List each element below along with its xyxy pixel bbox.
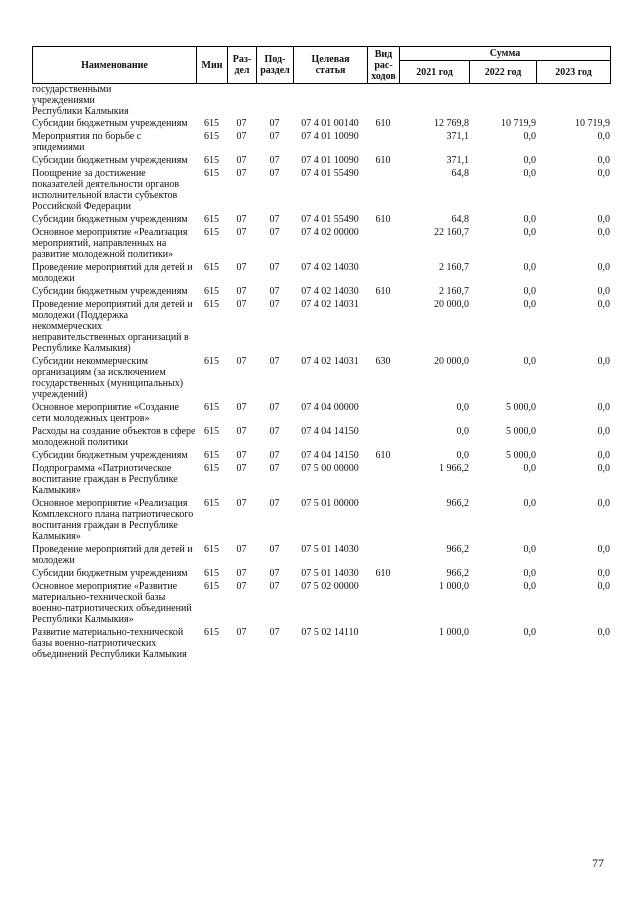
row-name: Основное мероприятие «Развитие материально-технической базы военно-патриотических объединений Республики Калмыкия» [32, 581, 192, 625]
row-tselevaya-statya: 07 4 02 14031 [301, 299, 359, 310]
row-tselevaya-statya: 07 5 02 14110 [301, 627, 359, 638]
row-razdel: 07 [236, 581, 247, 592]
row-sum-2022: 0,0 [523, 581, 536, 592]
row-tselevaya-statya: 07 4 02 14030 [301, 262, 359, 273]
row-vid-rashodov [367, 167, 399, 213]
row-min: 615 [204, 568, 219, 579]
row-razdel: 07 [236, 426, 247, 437]
row-tselevaya-statya: 07 4 02 14030 [301, 286, 359, 297]
row-tselevaya-statya: 07 4 04 14150 [301, 426, 359, 437]
row-sum-2023: 0,0 [597, 402, 610, 413]
row-sum-2022: 0,0 [523, 356, 536, 367]
row-sum-2022: 0,0 [523, 168, 536, 179]
row-sum-2022: 0,0 [523, 627, 536, 638]
row-tselevaya-statya: 07 5 01 14030 [301, 544, 359, 555]
row-sum-2023: 0,0 [597, 568, 610, 579]
row-razdel: 07 [236, 118, 247, 129]
header-razdel: Раз- дел [228, 47, 257, 84]
row-sum-2021: 0,0 [456, 426, 469, 437]
row-podrazdel: 07 [269, 498, 280, 509]
row-sum-2023: 0,0 [597, 544, 610, 555]
table-row [32, 226, 610, 261]
row-razdel: 07 [236, 463, 247, 474]
table-rows [32, 117, 610, 661]
row-sum-2021: 1 000,0 [439, 581, 469, 592]
row-name: Проведение мероприятий для детей и молодежи [32, 262, 193, 284]
row-vid-rashodov [367, 401, 399, 425]
row-sum-2022: 0,0 [523, 155, 536, 166]
row-sum-2022: 0,0 [523, 262, 536, 273]
table-body [32, 84, 610, 661]
header-year-2021: 2021 год [400, 61, 470, 84]
row-tselevaya-statya: 07 5 00 00000 [301, 463, 359, 474]
row-sum-2023: 0,0 [597, 426, 610, 437]
row-razdel: 07 [236, 168, 247, 179]
row-sum-2023: 0,0 [597, 356, 610, 367]
row-vid-rashodov: 610 [375, 118, 391, 129]
row-sum-2021: 22 160,7 [434, 227, 469, 238]
row-tselevaya-statya: 07 4 02 14031 [301, 356, 359, 367]
row-tselevaya-statya: 07 4 04 14150 [301, 450, 359, 461]
row-name: Субсидии бюджетным учреждениям [32, 286, 188, 297]
row-min: 615 [204, 131, 219, 142]
row-podrazdel: 07 [269, 544, 280, 555]
header-summa: Сумма [400, 47, 611, 61]
row-min: 615 [204, 155, 219, 166]
row-name: Основное мероприятие «Создание сети молодежных центров» [32, 402, 179, 424]
row-min: 615 [204, 118, 219, 129]
row-vid-rashodov [367, 261, 399, 285]
row-razdel: 07 [236, 214, 247, 225]
row-min: 615 [204, 627, 219, 638]
row-sum-2023: 0,0 [597, 286, 610, 297]
table-header [32, 46, 611, 84]
row-tselevaya-statya: 07 4 01 55490 [301, 214, 359, 225]
row-razdel: 07 [236, 627, 247, 638]
row-name: Субсидии бюджетным учреждениям [32, 568, 188, 579]
row-vid-rashodov [367, 425, 399, 449]
row-min: 615 [204, 450, 219, 461]
row-vid-rashodov: 610 [375, 568, 391, 579]
row-sum-2023: 0,0 [597, 214, 610, 225]
row-sum-2023: 0,0 [597, 450, 610, 461]
row-podrazdel: 07 [269, 450, 280, 461]
row-razdel: 07 [236, 568, 247, 579]
row-min: 615 [204, 581, 219, 592]
row-sum-2022: 10 719,9 [501, 118, 536, 129]
row-min: 615 [204, 168, 219, 179]
table-row [32, 497, 610, 543]
row-name: Мероприятия по борьбе с эпидемиями [32, 131, 142, 153]
row-name: Субсидии бюджетным учреждениям [32, 118, 188, 129]
row-sum-2022: 0,0 [523, 299, 536, 310]
row-podrazdel: 07 [269, 214, 280, 225]
row-sum-2023: 0,0 [597, 168, 610, 179]
row-min: 615 [204, 426, 219, 437]
row-razdel: 07 [236, 544, 247, 555]
row-vid-rashodov [367, 226, 399, 261]
row-podrazdel: 07 [269, 426, 280, 437]
row-tselevaya-statya: 07 4 01 55490 [301, 168, 359, 179]
row-sum-2021: 64,8 [451, 214, 469, 225]
row-sum-2023: 0,0 [597, 227, 610, 238]
row-min: 615 [204, 286, 219, 297]
row-sum-2021: 20 000,0 [434, 299, 469, 310]
row-tselevaya-statya: 07 4 02 00000 [301, 227, 359, 238]
row-vid-rashodov [367, 130, 399, 154]
row-min: 615 [204, 356, 219, 367]
page-number: 77 [592, 856, 604, 870]
row-min: 615 [204, 262, 219, 273]
row-name: Субсидии бюджетным учреждениям [32, 155, 188, 166]
table-row [32, 567, 610, 580]
header-name: Наименование [33, 47, 197, 84]
table-row [32, 213, 610, 226]
row-sum-2021: 0,0 [456, 450, 469, 461]
table-row [32, 261, 610, 285]
table-row [32, 580, 610, 626]
continuation-text: государственными учреждениями Республики Калмыкия [32, 84, 129, 117]
header-min: Мин [197, 47, 228, 84]
row-razdel: 07 [236, 356, 247, 367]
row-sum-2022: 5 000,0 [506, 402, 536, 413]
row-razdel: 07 [236, 498, 247, 509]
table-row [32, 117, 610, 130]
row-podrazdel: 07 [269, 118, 280, 129]
row-name: Основное мероприятие «Реализация Комплексного плана патриотического воспитания граждан в Республике Калмыкия» [32, 498, 194, 542]
row-razdel: 07 [236, 155, 247, 166]
row-vid-rashodov: 610 [375, 286, 391, 297]
header-tselevaya-statya: Целевая статья [294, 47, 368, 84]
row-sum-2023: 0,0 [597, 155, 610, 166]
row-vid-rashodov: 610 [375, 450, 391, 461]
table-row [32, 154, 610, 167]
row-vid-rashodov: 630 [375, 356, 391, 367]
header-vid-rashodov: Вид рас- ходов [368, 47, 400, 84]
row-podrazdel: 07 [269, 568, 280, 579]
row-tselevaya-statya: 07 5 01 14030 [301, 568, 359, 579]
row-podrazdel: 07 [269, 286, 280, 297]
row-tselevaya-statya: 07 4 01 00140 [301, 118, 359, 129]
row-sum-2021: 64,8 [451, 168, 469, 179]
row-name: Субсидии бюджетным учреждениям [32, 214, 188, 225]
row-vid-rashodov [367, 497, 399, 543]
row-sum-2023: 0,0 [597, 581, 610, 592]
budget-table-sheet [32, 46, 610, 661]
row-min: 615 [204, 544, 219, 555]
row-podrazdel: 07 [269, 155, 280, 166]
row-sum-2022: 0,0 [523, 286, 536, 297]
row-min: 615 [204, 299, 219, 310]
row-sum-2021: 1 000,0 [439, 627, 469, 638]
row-sum-2022: 0,0 [523, 214, 536, 225]
row-name: Проведение мероприятий для детей и молодежи [32, 544, 193, 566]
row-sum-2021: 12 769,8 [434, 118, 469, 129]
row-min: 615 [204, 214, 219, 225]
row-sum-2021: 966,2 [446, 568, 469, 579]
row-vid-rashodov: 610 [375, 214, 391, 225]
row-min: 615 [204, 498, 219, 509]
table-row [32, 543, 610, 567]
row-razdel: 07 [236, 131, 247, 142]
row-podrazdel: 07 [269, 227, 280, 238]
row-podrazdel: 07 [269, 627, 280, 638]
row-sum-2022: 0,0 [523, 463, 536, 474]
row-sum-2023: 0,0 [597, 131, 610, 142]
row-razdel: 07 [236, 299, 247, 310]
row-tselevaya-statya: 07 5 02 00000 [301, 581, 359, 592]
row-sum-2022: 0,0 [523, 544, 536, 555]
row-name: Расходы на создание объектов в сфере молодежной политики [32, 426, 196, 448]
row-min: 615 [204, 227, 219, 238]
row-podrazdel: 07 [269, 299, 280, 310]
row-razdel: 07 [236, 450, 247, 461]
row-sum-2022: 0,0 [523, 498, 536, 509]
row-sum-2022: 0,0 [523, 568, 536, 579]
row-min: 615 [204, 402, 219, 413]
header-podrazdel: Под- раздел [257, 47, 294, 84]
row-podrazdel: 07 [269, 463, 280, 474]
row-sum-2022: 5 000,0 [506, 426, 536, 437]
row-podrazdel: 07 [269, 168, 280, 179]
row-name: Развитие материально-технической базы военно-патриотических объединений Республики Калмыкия [32, 627, 187, 660]
row-razdel: 07 [236, 286, 247, 297]
row-podrazdel: 07 [269, 402, 280, 413]
row-sum-2021: 2 160,7 [439, 286, 469, 297]
table-row [32, 355, 610, 401]
row-razdel: 07 [236, 262, 247, 273]
header-year-2023: 2023 год [537, 61, 611, 84]
row-razdel: 07 [236, 402, 247, 413]
row-vid-rashodov [367, 543, 399, 567]
row-sum-2021: 371,1 [446, 155, 469, 166]
row-sum-2021: 371,1 [446, 131, 469, 142]
row-sum-2022: 0,0 [523, 131, 536, 142]
row-vid-rashodov [367, 462, 399, 497]
row-sum-2023: 10 719,9 [575, 118, 610, 129]
row-sum-2021: 1 966,2 [439, 463, 469, 474]
table-row [32, 425, 610, 449]
table-row [32, 401, 610, 425]
row-sum-2021: 20 000,0 [434, 356, 469, 367]
header-year-2022: 2022 год [470, 61, 537, 84]
row-sum-2023: 0,0 [597, 299, 610, 310]
row-name: Субсидии некоммерческим организациям (за исключением государственных (муниципальных) учреждений) [32, 356, 184, 400]
row-sum-2021: 2 160,7 [439, 262, 469, 273]
row-sum-2021: 0,0 [456, 402, 469, 413]
row-tselevaya-statya: 07 5 01 00000 [301, 498, 359, 509]
row-razdel: 07 [236, 227, 247, 238]
row-sum-2023: 0,0 [597, 627, 610, 638]
row-name: Проведение мероприятий для детей и молодежи (Поддержка некоммерческих неправительственных организаций в Республике Калмыкия) [32, 299, 193, 354]
row-sum-2023: 0,0 [597, 262, 610, 273]
row-vid-rashodov [367, 626, 399, 661]
row-vid-rashodov [367, 298, 399, 355]
row-name: Основное мероприятие «Реализация мероприятий, направленных на развитие молодежной политики» [32, 227, 188, 260]
row-podrazdel: 07 [269, 356, 280, 367]
row-sum-2023: 0,0 [597, 463, 610, 474]
row-podrazdel: 07 [269, 581, 280, 592]
row-podrazdel: 07 [269, 262, 280, 273]
row-min: 615 [204, 463, 219, 474]
table-row [32, 626, 610, 661]
table-row [32, 298, 610, 355]
row-name: Субсидии бюджетным учреждениям [32, 450, 188, 461]
row-sum-2022: 5 000,0 [506, 450, 536, 461]
row-tselevaya-statya: 07 4 01 10090 [301, 155, 359, 166]
row-sum-2023: 0,0 [597, 498, 610, 509]
row-vid-rashodov: 610 [375, 155, 391, 166]
row-sum-2022: 0,0 [523, 227, 536, 238]
table-row [32, 130, 610, 154]
row-vid-rashodov [367, 580, 399, 626]
row-sum-2021: 966,2 [446, 498, 469, 509]
table-row [32, 462, 610, 497]
table-row [32, 285, 610, 298]
row-sum-2021: 966,2 [446, 544, 469, 555]
row-name: Поощрение за достижение показателей деятельности органов исполнительной власти субъектов Российской Федерации [32, 168, 180, 212]
table-row [32, 167, 610, 213]
row-podrazdel: 07 [269, 131, 280, 142]
row-name: Подпрограмма «Патриотическое воспитание граждан в Республике Калмыкия» [32, 463, 178, 496]
row-tselevaya-statya: 07 4 04 00000 [301, 402, 359, 413]
row-tselevaya-statya: 07 4 01 10090 [301, 131, 359, 142]
table-row [32, 449, 610, 462]
